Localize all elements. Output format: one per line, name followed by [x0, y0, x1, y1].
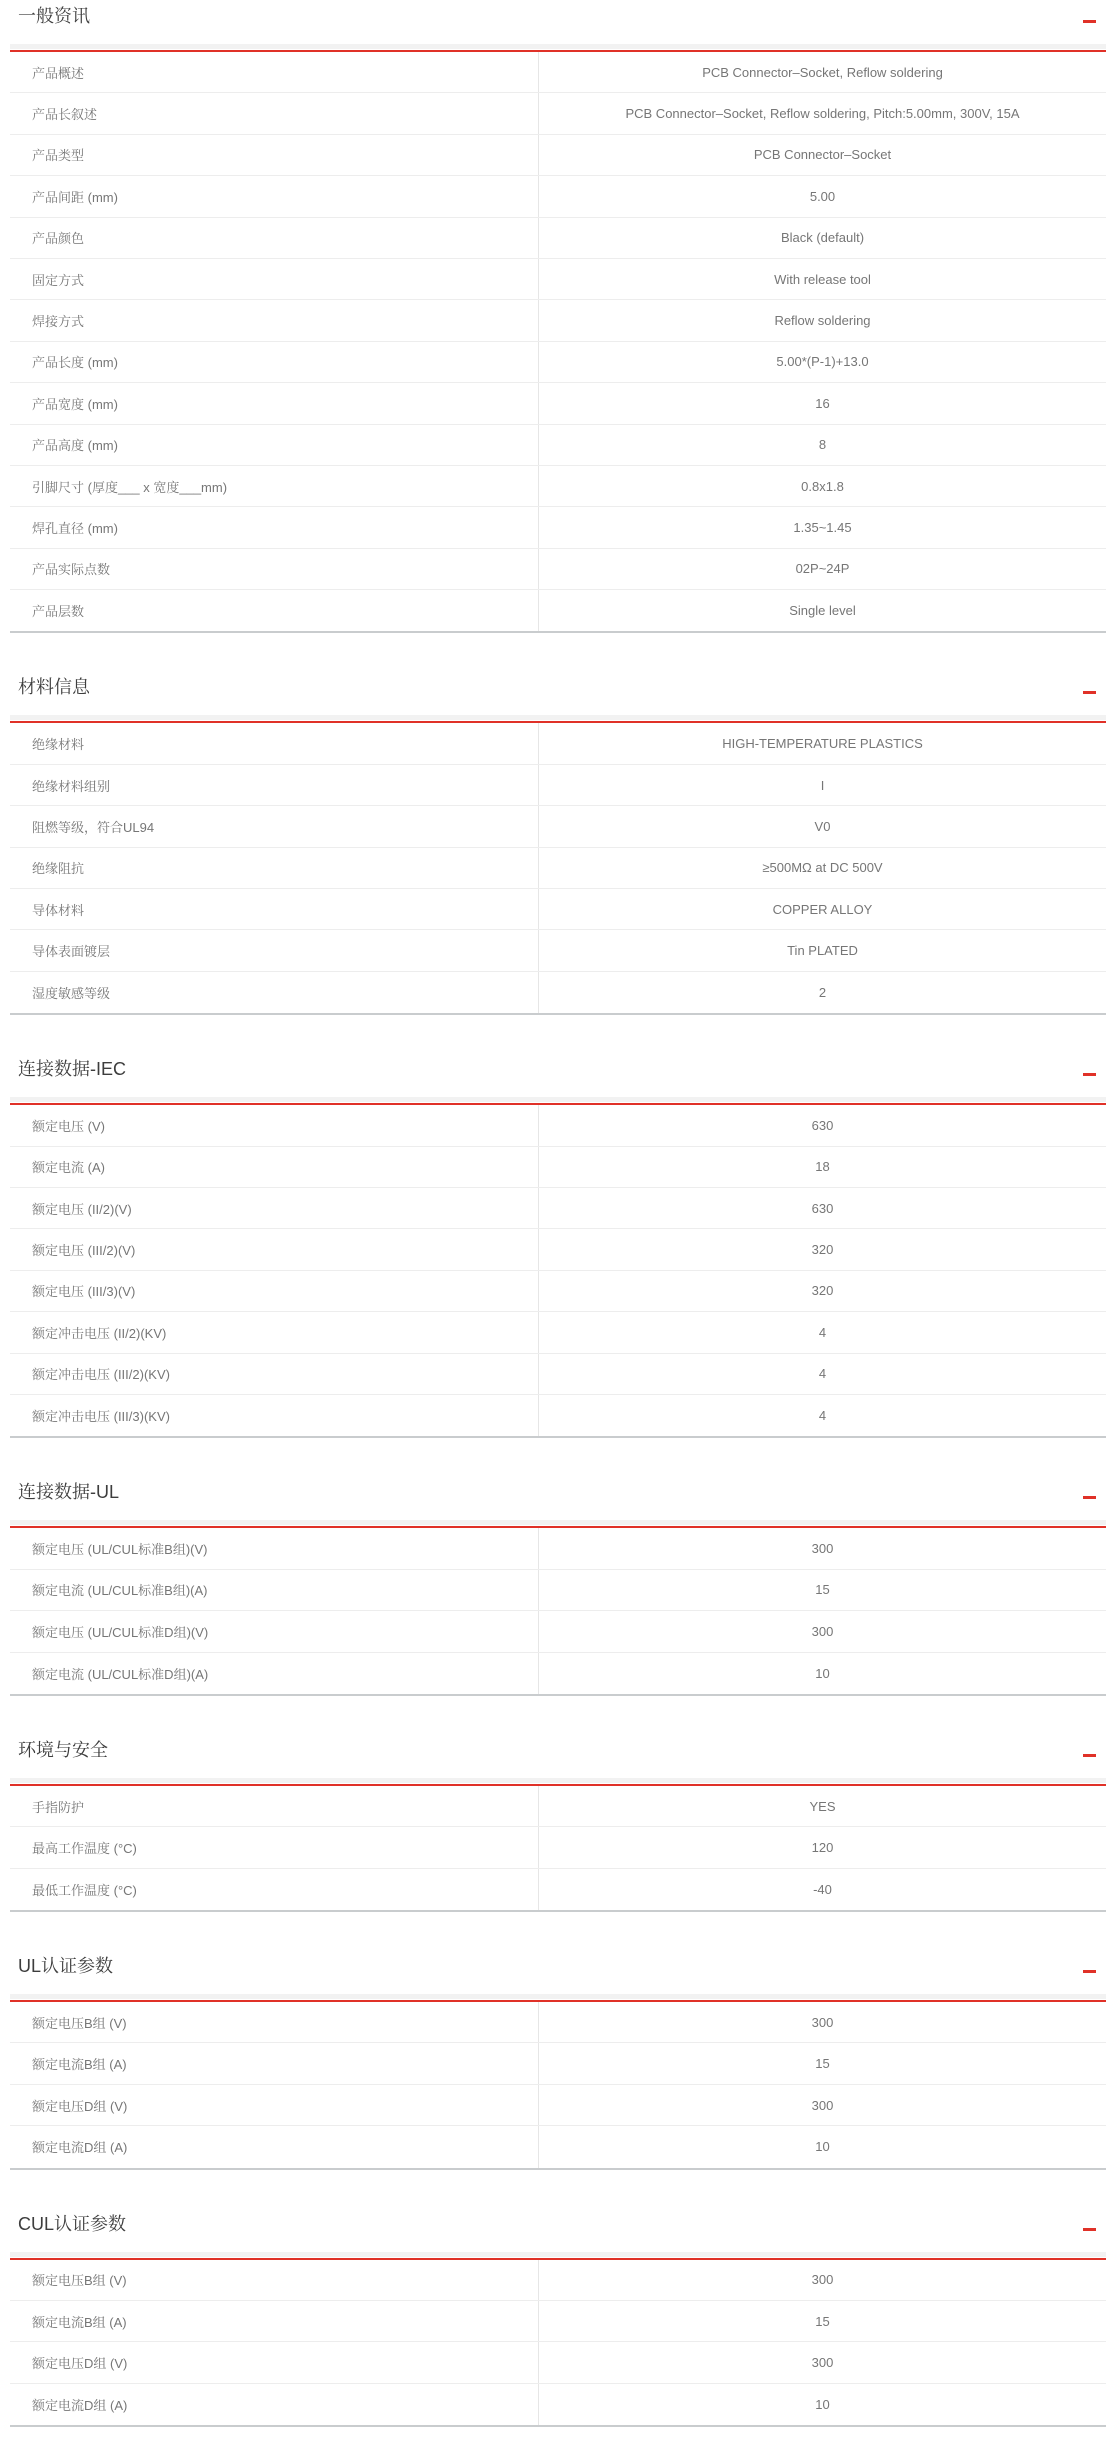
spec-table [10, 52, 1106, 633]
table-row [10, 342, 1106, 383]
table-row [10, 1312, 1106, 1353]
table-row [10, 259, 1106, 300]
row-value: 120 [538, 1827, 1106, 1867]
row-label: 额定电压 (II/2)(V) [32, 1201, 132, 1217]
spec-section [10, 1738, 1106, 1912]
row-value: I [538, 765, 1106, 805]
row-value: 320 [538, 1271, 1106, 1311]
spec-section [10, 2212, 1106, 2428]
row-label: 额定电流D组 (A) [32, 2140, 128, 2156]
spec-section [10, 675, 1106, 1015]
table-row [10, 466, 1106, 507]
row-value: 4 [538, 1395, 1106, 1436]
row-value: 0.8x1.8 [538, 466, 1106, 506]
table-row [10, 2260, 1106, 2301]
row-value: 5.00 [538, 176, 1106, 216]
table-row [10, 1827, 1106, 1868]
row-label: 固定方式 [32, 272, 85, 288]
row-value: COPPER ALLOY [538, 889, 1106, 929]
spec-table [10, 1786, 1106, 1912]
table-row [10, 1869, 1106, 1910]
row-label: 导体表面镀层 [32, 944, 111, 960]
table-row [10, 930, 1106, 971]
table-row [10, 1786, 1106, 1827]
table-row [10, 972, 1106, 1013]
table-row [10, 889, 1106, 930]
row-value: -40 [538, 1869, 1106, 1910]
section-title: 连接数据-IEC [18, 1059, 126, 1080]
row-label: 绝缘阻抗 [32, 861, 85, 877]
row-label: 焊孔直径 (mm) [32, 520, 118, 536]
section-header [18, 2212, 1096, 2236]
row-label: 额定冲击电压 (II/2)(KV) [32, 1325, 167, 1341]
row-label: 额定电压 (UL/CUL标准D组)(V) [32, 1624, 209, 1640]
row-label: 额定电压B组 (V) [32, 2273, 127, 2289]
table-row [10, 1611, 1106, 1652]
table-row [10, 1229, 1106, 1270]
row-value: PCB Connector–Socket, Reflow soldering, Pitch:5.00mm, 300V, 15A [538, 93, 1106, 133]
table-row [10, 590, 1106, 631]
collapse-minus-icon[interactable] [1083, 20, 1096, 23]
row-value: Single level [538, 590, 1106, 631]
row-label: 引脚尺寸 (厚度___ x 宽度___mm) [32, 479, 228, 495]
section-header [18, 1480, 1096, 1504]
section-header [18, 1057, 1096, 1081]
section-header [18, 1738, 1096, 1762]
row-label: 手指防护 [32, 1799, 85, 1815]
row-label: 额定冲击电压 (III/2)(KV) [32, 1367, 170, 1383]
collapse-minus-icon[interactable] [1083, 2228, 1096, 2231]
row-label: 产品间距 (mm) [32, 189, 118, 205]
section-title: 一般资讯 [18, 6, 90, 26]
table-row [10, 2043, 1106, 2084]
row-value: 15 [538, 2301, 1106, 2341]
table-row [10, 507, 1106, 548]
row-label: 额定电流 (A) [32, 1160, 105, 1176]
spec-sections-container [10, 4, 1106, 2427]
row-value: 02P~24P [538, 549, 1106, 589]
row-value: Black (default) [538, 218, 1106, 258]
row-value: 300 [538, 2002, 1106, 2042]
row-value: 8 [538, 425, 1106, 465]
row-label: 最低工作温度 (°C) [32, 1882, 137, 1898]
spec-table [10, 2260, 1106, 2428]
table-row [10, 1105, 1106, 1146]
collapse-minus-icon[interactable] [1083, 1073, 1096, 1076]
row-label: 额定电流 (UL/CUL标准B组)(A) [32, 1583, 208, 1599]
row-label: 导体材料 [32, 902, 85, 918]
spec-section [10, 1480, 1106, 1696]
spec-table [10, 1105, 1106, 1438]
table-row [10, 723, 1106, 764]
row-label: 产品宽度 (mm) [32, 396, 118, 412]
row-label: 额定电流D组 (A) [32, 2397, 128, 2413]
collapse-minus-icon[interactable] [1083, 1754, 1096, 1757]
row-label: 产品类型 [32, 148, 85, 164]
row-label: 额定电压D组 (V) [32, 2356, 128, 2372]
dotted-texture-divider [10, 44, 1106, 49]
table-row [10, 549, 1106, 590]
row-value: 630 [538, 1105, 1106, 1145]
row-label: 额定电压 (III/3)(V) [32, 1284, 136, 1300]
row-label: 额定电压 (V) [32, 1118, 105, 1134]
row-label: 阻燃等级，符合UL94 [32, 819, 155, 835]
table-row [10, 425, 1106, 466]
row-label: 额定电压 (III/2)(V) [32, 1243, 136, 1259]
spec-section [10, 1057, 1106, 1438]
table-row [10, 1354, 1106, 1395]
row-label: 绝缘材料 [32, 737, 85, 753]
row-value: PCB Connector–Socket [538, 135, 1106, 175]
table-row [10, 2002, 1106, 2043]
row-label: 额定电流B组 (A) [32, 2314, 127, 2330]
row-value: YES [538, 1786, 1106, 1826]
dotted-texture-divider [10, 1778, 1106, 1783]
row-label: 最高工作温度 (°C) [32, 1840, 137, 1856]
row-label: 湿度敏感等级 [32, 986, 111, 1001]
table-row [10, 176, 1106, 217]
section-title: CUL认证参数 [18, 2213, 127, 2234]
dotted-texture-divider [10, 2252, 1106, 2257]
row-value: 300 [538, 2260, 1106, 2300]
row-label: 产品长叙述 [32, 107, 98, 123]
table-row [10, 2085, 1106, 2126]
row-label: 焊接方式 [32, 314, 85, 330]
row-label: 产品层数 [32, 604, 85, 620]
table-row [10, 52, 1106, 93]
row-label: 额定电流 (UL/CUL标准D组)(A) [32, 1666, 209, 1682]
row-value: Tin PLATED [538, 930, 1106, 970]
row-value: 16 [538, 383, 1106, 423]
spec-section [10, 1954, 1106, 2170]
row-label: 产品长度 (mm) [32, 355, 118, 371]
row-value: 4 [538, 1312, 1106, 1352]
row-value: 2 [538, 972, 1106, 1013]
section-header [18, 675, 1096, 699]
row-value: 300 [538, 2342, 1106, 2382]
table-row [10, 765, 1106, 806]
section-title: 连接数据-UL [18, 1482, 120, 1503]
spec-table [10, 723, 1106, 1015]
row-value: 5.00*(P-1)+13.0 [538, 342, 1106, 382]
row-value: ≥500MΩ at DC 500V [538, 848, 1106, 888]
table-row [10, 1653, 1106, 1694]
row-value: 630 [538, 1188, 1106, 1228]
table-row [10, 93, 1106, 134]
row-value: 10 [538, 2126, 1106, 2167]
dotted-texture-divider [10, 715, 1106, 720]
row-value: HIGH-TEMPERATURE PLASTICS [538, 723, 1106, 763]
dotted-texture-divider [10, 1994, 1106, 1999]
table-row [10, 2126, 1106, 2167]
table-row [10, 2301, 1106, 2342]
dotted-texture-divider [10, 1520, 1106, 1525]
dotted-texture-divider [10, 1097, 1106, 1102]
row-value: PCB Connector–Socket, Reflow soldering [538, 52, 1106, 92]
section-header [18, 1954, 1096, 1978]
table-row [10, 1271, 1106, 1312]
table-row [10, 2384, 1106, 2425]
row-value: V0 [538, 806, 1106, 846]
section-title: 材料信息 [18, 677, 90, 698]
section-header [18, 4, 1096, 28]
row-label: 额定电压D组 (V) [32, 2098, 128, 2114]
spec-table [10, 2002, 1106, 2170]
table-row [10, 1528, 1106, 1569]
table-row [10, 218, 1106, 259]
row-value: 300 [538, 1611, 1106, 1651]
row-value: Reflow soldering [538, 300, 1106, 340]
row-value: 15 [538, 1570, 1106, 1610]
row-label: 额定电压B组 (V) [32, 2015, 127, 2031]
spec-section [10, 4, 1106, 633]
row-label: 额定冲击电压 (III/3)(KV) [32, 1409, 170, 1425]
section-title: UL认证参数 [18, 1956, 114, 1977]
row-value: 18 [538, 1147, 1106, 1187]
row-label: 额定电压 (UL/CUL标准B组)(V) [32, 1542, 208, 1558]
row-label: 绝缘材料组别 [32, 778, 111, 794]
row-value: 15 [538, 2043, 1106, 2083]
collapse-minus-icon[interactable] [1083, 1970, 1096, 1973]
table-row [10, 806, 1106, 847]
collapse-minus-icon[interactable] [1083, 1496, 1096, 1499]
table-row [10, 383, 1106, 424]
row-value: 10 [538, 2384, 1106, 2425]
row-label: 产品实际点数 [32, 562, 111, 578]
table-row [10, 1570, 1106, 1611]
row-label: 产品概述 [32, 65, 85, 81]
table-row [10, 1147, 1106, 1188]
row-value: With release tool [538, 259, 1106, 299]
row-value: 4 [538, 1354, 1106, 1394]
table-row [10, 1188, 1106, 1229]
row-label: 产品高度 (mm) [32, 438, 118, 454]
table-row [10, 2342, 1106, 2383]
row-value: 10 [538, 1653, 1106, 1694]
row-label: 产品颜色 [32, 231, 85, 247]
table-row [10, 135, 1106, 176]
section-title: 环境与安全 [18, 1739, 108, 1760]
row-value: 300 [538, 1528, 1106, 1568]
row-value: 1.35~1.45 [538, 507, 1106, 547]
row-value: 300 [538, 2085, 1106, 2125]
spec-table [10, 1528, 1106, 1696]
row-label: 额定电流B组 (A) [32, 2057, 127, 2073]
table-row [10, 1395, 1106, 1436]
table-row [10, 300, 1106, 341]
table-row [10, 848, 1106, 889]
row-value: 320 [538, 1229, 1106, 1269]
collapse-minus-icon[interactable] [1083, 691, 1096, 694]
